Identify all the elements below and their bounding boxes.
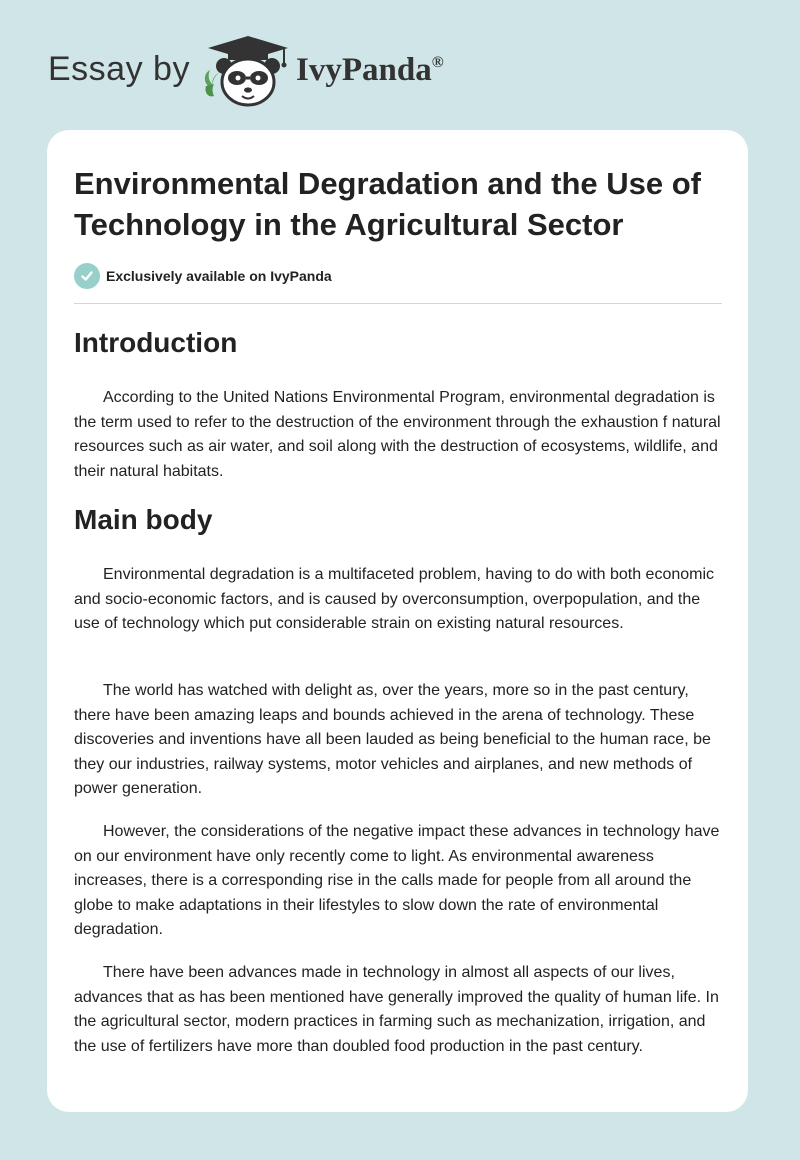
registered-mark: ® <box>431 54 444 71</box>
essay-by-label: Essay by <box>48 50 190 88</box>
paragraph: However, the considerations of the negative impact these advances in technology have on our environment have only recently come to light. As environmental awareness increases, there is a corresponding rise in the calls made for people from all around the globe to make adaptations in their lifestyles to slow down the rate of environmental degradation. <box>74 823 720 939</box>
paragraph: The world has watched with delight as, over the years, more so in the past century, there have been amazing leaps and bounds achieved in the arena of technology. These discoveries and inventions have all been lauded as being beneficial to the human race, be they our industries, railway systems, motor vehicles and airplanes, and new methods of power generation. <box>74 682 711 798</box>
paragraph: Environmental degradation is a multifaceted problem, having to do with both economic and socio-economic factors, and is caused by overconsumption, overpopulation, and the use of technology which put considerable strain on existing natural resources. <box>74 566 715 633</box>
brand-text: IvyPanda <box>296 52 432 88</box>
page-title: Environmental Degradation and the Use of Technology in the Agricultural Sector <box>74 166 701 242</box>
section-heading-main-body: Main body <box>74 504 213 535</box>
check-circle-icon <box>74 263 100 289</box>
exclusive-badge <box>74 263 332 289</box>
divider <box>74 303 722 304</box>
section-heading-introduction: Introduction <box>74 327 238 358</box>
panda-graduate-icon[interactable] <box>200 34 296 110</box>
article-card <box>47 130 748 1112</box>
brand-name[interactable] <box>296 52 444 89</box>
site-header <box>0 0 800 130</box>
paragraph: There have been advances made in technology in almost all aspects of our lives, advances that as has been mentioned have generally improved the quality of human life. In the agricultural sector, modern practices in farming such as mechanization, irrigation, and the use of fertilizers have more than doubled food production in the past century. <box>74 964 719 1055</box>
badge-text: Exclusively available on IvyPanda <box>106 268 332 284</box>
paragraph: According to the United Nations Environmental Program, environmental degradation is the term used to refer to the destruction of the environment through the exhaustion f natural resources such as air water, and soil along with the destruction of ecosystems, wildlife, and their natural habitats. <box>74 389 721 480</box>
